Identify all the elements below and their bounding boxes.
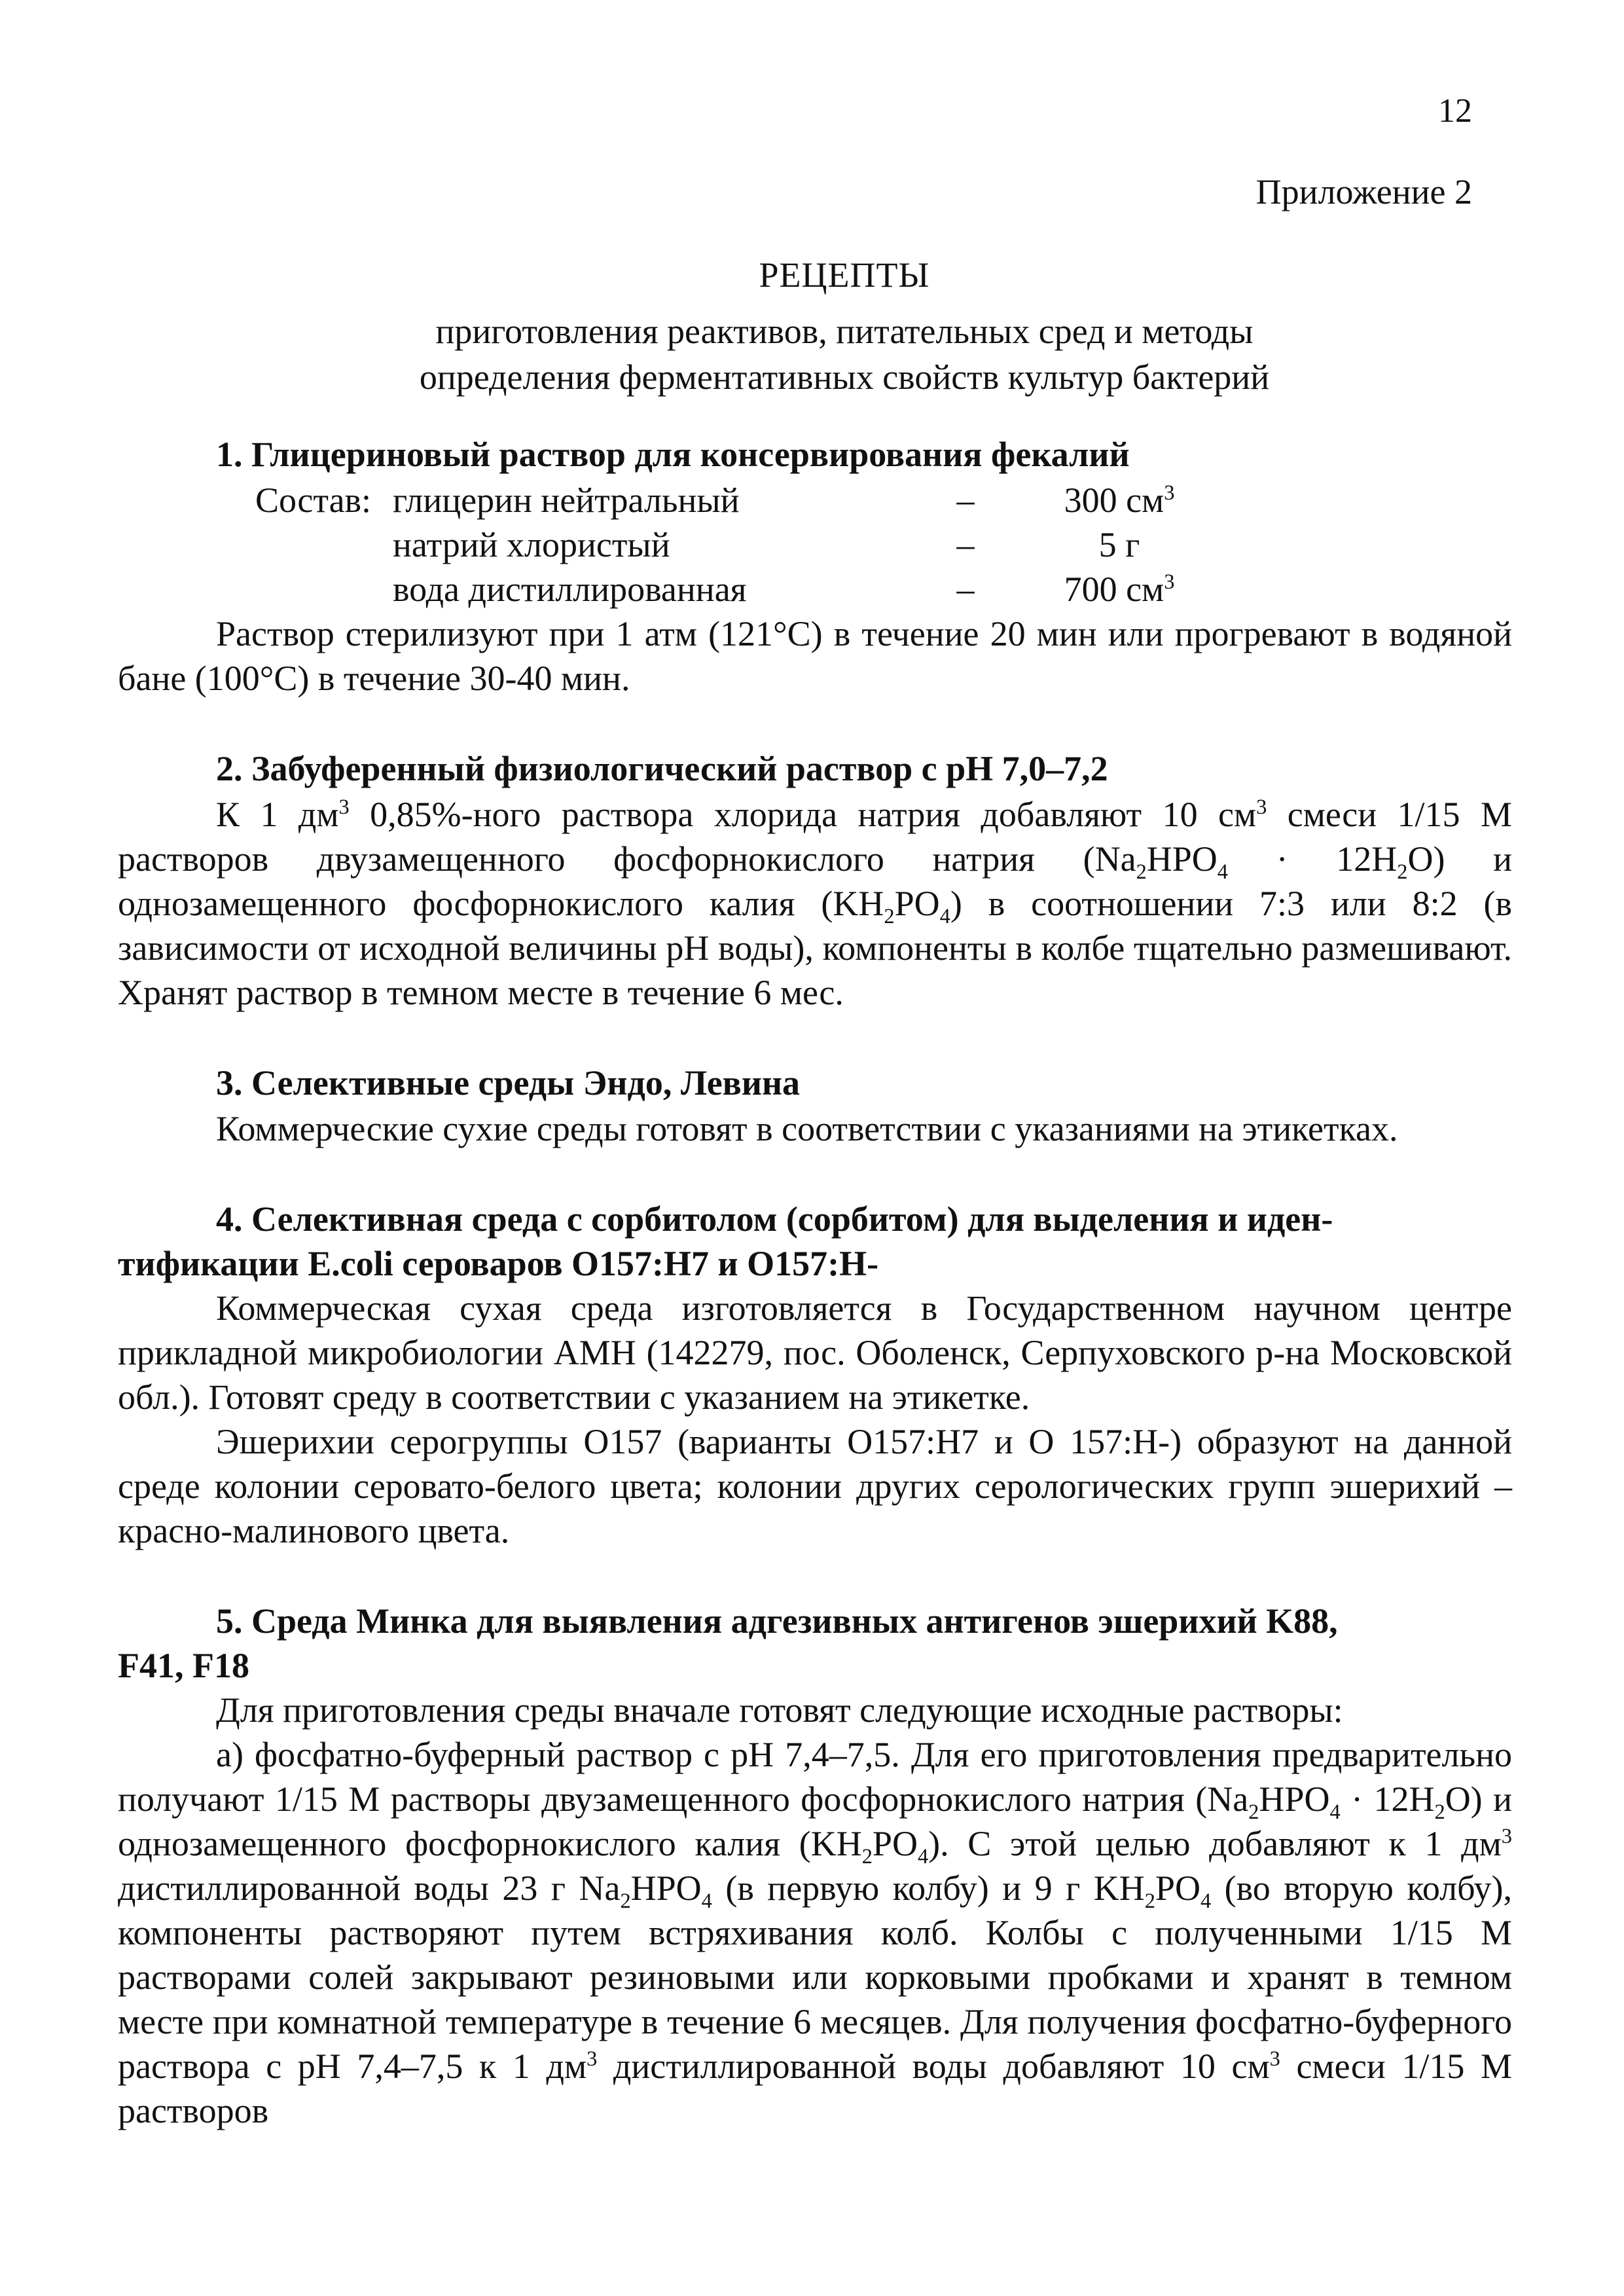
ingredient-dash: – bbox=[956, 570, 975, 609]
section-4-paragraph-1: Коммерческая сухая среда изготовляется в Государственном научном центре прикладной микробиологии АМН (142279, пос. Оболенск, Серпуховского р-на Московской обл.). Готовят среду в соответствии с указанием на этикетке. bbox=[118, 1288, 1512, 1417]
section-1 bbox=[118, 432, 1512, 701]
section-2 bbox=[118, 746, 1512, 1015]
composition-row bbox=[255, 478, 1218, 522]
composition-row bbox=[255, 522, 1218, 567]
ingredient-name: натрий хлористый bbox=[393, 525, 670, 564]
section-5-heading: 5. Среда Минка для выявления адгезивных антигенов эшерихий K88, F41, F18 bbox=[118, 1601, 1338, 1685]
section-4-heading: 4. Селективная среда с сорбитолом (сорбитом) для выделения и иден- тификации E.coli сероваров O157:H7 и O157:H- bbox=[118, 1199, 1333, 1283]
section-3-heading: 3. Селективные среды Эндо, Левина bbox=[216, 1063, 801, 1102]
section-3 bbox=[118, 1061, 1512, 1151]
ingredient-name: вода дистиллированная bbox=[393, 570, 747, 609]
section-3-text: Коммерческие сухие среды готовят в соответствии с указаниями на этикетках. bbox=[216, 1109, 1398, 1148]
ingredient-amount: 700 $см^3$ bbox=[1064, 570, 1175, 609]
composition-row bbox=[255, 567, 1218, 611]
document-subtitle-line-2: определения ферментативных свойств культур бактерий bbox=[419, 357, 1270, 397]
ingredient-dash: – bbox=[956, 481, 975, 520]
section-5-intro: Для приготовления среды вначале готовят следующие исходные растворы: bbox=[216, 1690, 1343, 1730]
section-1-heading: 1. Глицериновый раствор для консервирования фекалий bbox=[216, 435, 1130, 474]
section-1-text: Раствор стерилизуют при 1 атм (121°С) в течение 20 мин или прогревают в водяной бане (100°С) в течение 30-40 мин. bbox=[118, 614, 1512, 698]
ingredient-amount: 5 г bbox=[1098, 525, 1140, 564]
composition-table bbox=[255, 478, 1218, 611]
document-title: РЕЦЕПТЫ bbox=[759, 255, 930, 295]
document-content bbox=[118, 432, 1512, 2179]
section-4 bbox=[118, 1197, 1512, 1553]
section-4-paragraph-2: Эшерихии серогруппы O157 (варианты O157:H7 и О 157:H-) образуют на данной среде колонии серовато-белого цвета; колонии других серологических групп эшерихий – красно-малинового цвета. bbox=[118, 1422, 1512, 1550]
page-number: 12 bbox=[1438, 92, 1472, 130]
section-5-item-a: а) фосфатно-буферный раствор с рН 7,4–7,5. Для его приготовления предварительно получают 1/15 М растворы двузамещенного фосфорнокислого натрия $(Na_2HPO_4 \cdot 12H_2O)$ и однозамещенного фосфорнокислого калия $(KH_2PO_4)$. С этой целью добавляют к 1 $дм^3$ дистиллированной воды 23 г $Na_2HPO_4$ (в первую колбу) и 9 г $KH_2PO_4$ (во вторую колбу), компоненты растворяют путем встряхивания колб. Колбы с полученными 1/15 М растворами солей закрывают резиновыми или корковыми пробками и хранят в темном месте при комнатной температуре в течение 6 месяцев. Для получения фосфатно-буферного раствора с рН 7,4–7,5 к 1 $дм^3$ дистиллированной воды добавляют 10 $см^3$ смеси 1/15 М растворов bbox=[118, 1735, 1513, 2130]
section-2-heading: 2. Забуференный физиологический раствор с рН 7,0–7,2 bbox=[216, 749, 1108, 788]
ingredient-name: глицерин нейтральный bbox=[393, 481, 740, 520]
document-title-block bbox=[196, 252, 1492, 400]
appendix-label: Приложение 2 bbox=[1255, 172, 1472, 211]
ingredient-dash: – bbox=[956, 525, 975, 564]
section-5 bbox=[118, 1599, 1512, 2133]
ingredient-amount: 300 $см^3$ bbox=[1064, 481, 1175, 520]
section-2-text: К 1 $дм^3$ 0,85%-ного раствора хлорида натрия добавляют 10 $см^3$ смеси 1/15 М растворов двузамещенного фосфорнокислого натрия $(Na_2HPO_4 \cdot 12H_2O)$ и однозамещенного фосфорнокислого калия $(KH_2PO_4)$ в соотношении 7:3 или 8:2 (в зависимости от исходной величины рН воды), компоненты в колбе тщательно размешивают. Хранят раствор в темном месте в течение 6 мес. bbox=[118, 795, 1512, 1012]
composition-label: Состав: bbox=[255, 481, 372, 520]
document-subtitle-line-1: приготовления реактивов, питательных сред и методы bbox=[435, 312, 1254, 351]
